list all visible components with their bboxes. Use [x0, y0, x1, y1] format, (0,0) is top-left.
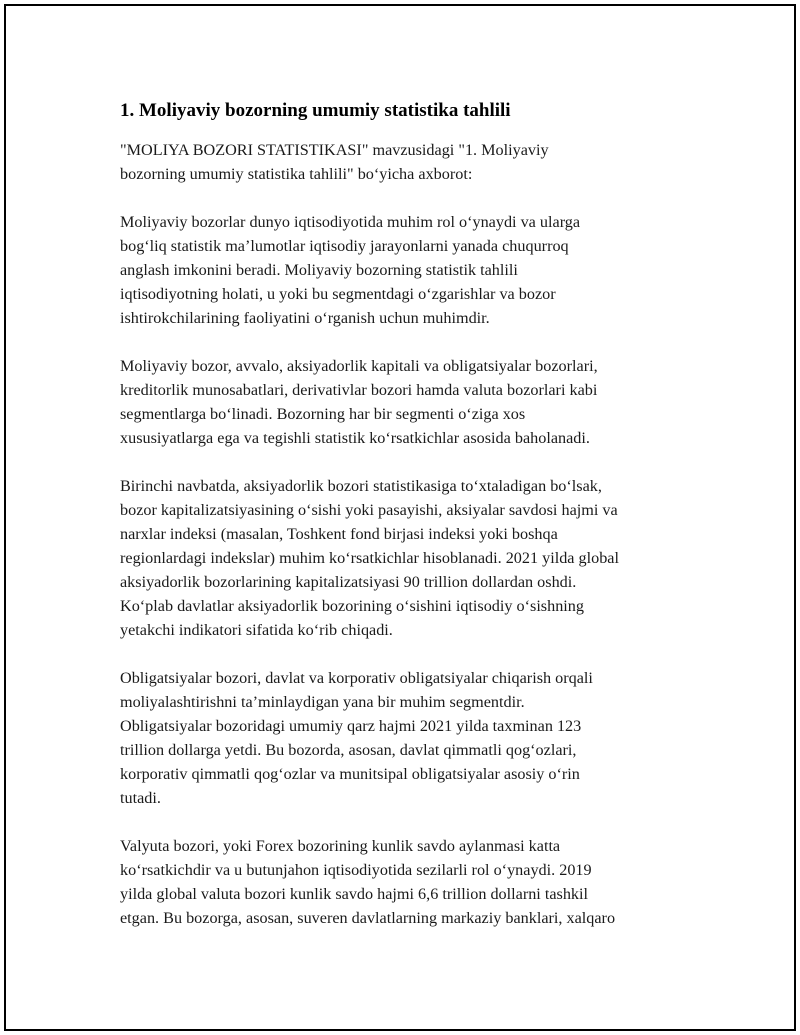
text-line: Ko‘plab davlatlar aksiyadorlik bozorining o‘sishini iqtisodiy o‘sishning — [120, 597, 584, 615]
paragraph-segments — [120, 354, 695, 450]
text-line: Obligatsiyalar bozoridagi umumiy qarz hajmi 2021 yilda taxminan 123 — [120, 717, 582, 735]
text-line: tutadi. — [120, 789, 161, 807]
paragraph-equity-market — [120, 474, 695, 642]
text-line: trillion dollarga yetdi. Bu bozorda, asosan, davlat qimmatli qog‘ozlari, — [120, 741, 577, 759]
text-line: kreditorlik munosabatlari, derivativlar bozori hamda valuta bozorlari kabi — [120, 381, 598, 399]
text-line: segmentlarga bo‘linadi. Bozorning har bir segmenti o‘ziga xos — [120, 405, 526, 423]
text-line: Moliyaviy bozorlar dunyo iqtisodiyotida muhim rol o‘ynaydi va ularga — [120, 213, 581, 231]
text-line: Birinchi navbatda, aksiyadorlik bozori statistikasiga to‘xtaladigan bo‘lsak, — [120, 477, 602, 495]
page-frame — [4, 4, 796, 1031]
text-line: xususiyatlarga ega va tegishli statistik ko‘rsatkichlar asosida baholanadi. — [120, 429, 590, 447]
text-line: yilda global valuta bozori kunlik savdo hajmi 6,6 trillion dollarni tashkil — [120, 885, 589, 903]
text-line: ko‘rsatkichdir va u butunjahon iqtisodiyotida sezilarli rol o‘ynaydi. 2019 — [120, 861, 592, 879]
text-line: Obligatsiyalar bozori, davlat va korporativ obligatsiyalar chiqarish orqali — [120, 669, 593, 687]
text-line: "MOLIYA BOZORI STATISTIKASI" mavzusidagi "1. Moliyaviy — [120, 141, 549, 159]
document-title: 1. Moliyaviy bozorning umumiy statistika tahlili — [120, 100, 511, 121]
text-line: Valyuta bozori, yoki Forex bozorining kunlik savdo aylanmasi katta — [120, 837, 561, 855]
document-body — [120, 98, 695, 954]
text-line: ishtirokchilarining faoliyatini o‘rganish uchun muhimdir. — [120, 309, 490, 327]
text-line: iqtisodiyotning holati, u yoki bu segmentdagi o‘zgarishlar va bozor — [120, 285, 556, 303]
text-line: korporativ qimmatli qog‘ozlar va munitsipal obligatsiyalar asosiy o‘rin — [120, 765, 580, 783]
text-line: bozorning umumiy statistika tahlili" bo‘yicha axborot: — [120, 165, 473, 183]
paragraph-currency-market — [120, 834, 695, 930]
text-line: Moliyaviy bozor, avvalo, aksiyadorlik kapitali va obligatsiyalar bozorlari, — [120, 357, 598, 375]
text-line: yetakchi indikatori sifatida ko‘rib chiqadi. — [120, 621, 393, 639]
text-line: etgan. Bu bozorga, asosan, suveren davlatlarning markaziy banklari, xalqaro — [120, 909, 616, 927]
paragraph-overview — [120, 210, 695, 330]
text-line: aksiyadorlik bozorlarining kapitalizatsiyasi 90 trillion dollardan oshdi. — [120, 573, 577, 591]
paragraph-bond-market — [120, 666, 695, 810]
text-line: bozor kapitalizatsiyasining o‘sishi yoki pasayishi, aksiyalar savdosi hajmi va — [120, 501, 618, 519]
text-line: moliyalashtirishni ta’minlaydigan yana bir muhim segmentdir. — [120, 693, 525, 711]
text-line: regionlardagi indekslar) muhim ko‘rsatkichlar hisoblanadi. 2021 yilda global — [120, 549, 619, 567]
paragraph-intro — [120, 138, 695, 186]
text-line: narxlar indeksi (masalan, Toshkent fond birjasi indeksi yoki boshqa — [120, 525, 558, 543]
text-line: anglash imkonini beradi. Moliyaviy bozorning statistik tahlili — [120, 261, 518, 279]
text-line: bog‘liq statistik ma’lumotlar iqtisodiy jarayonlarni yanada chuqurroq — [120, 237, 569, 255]
